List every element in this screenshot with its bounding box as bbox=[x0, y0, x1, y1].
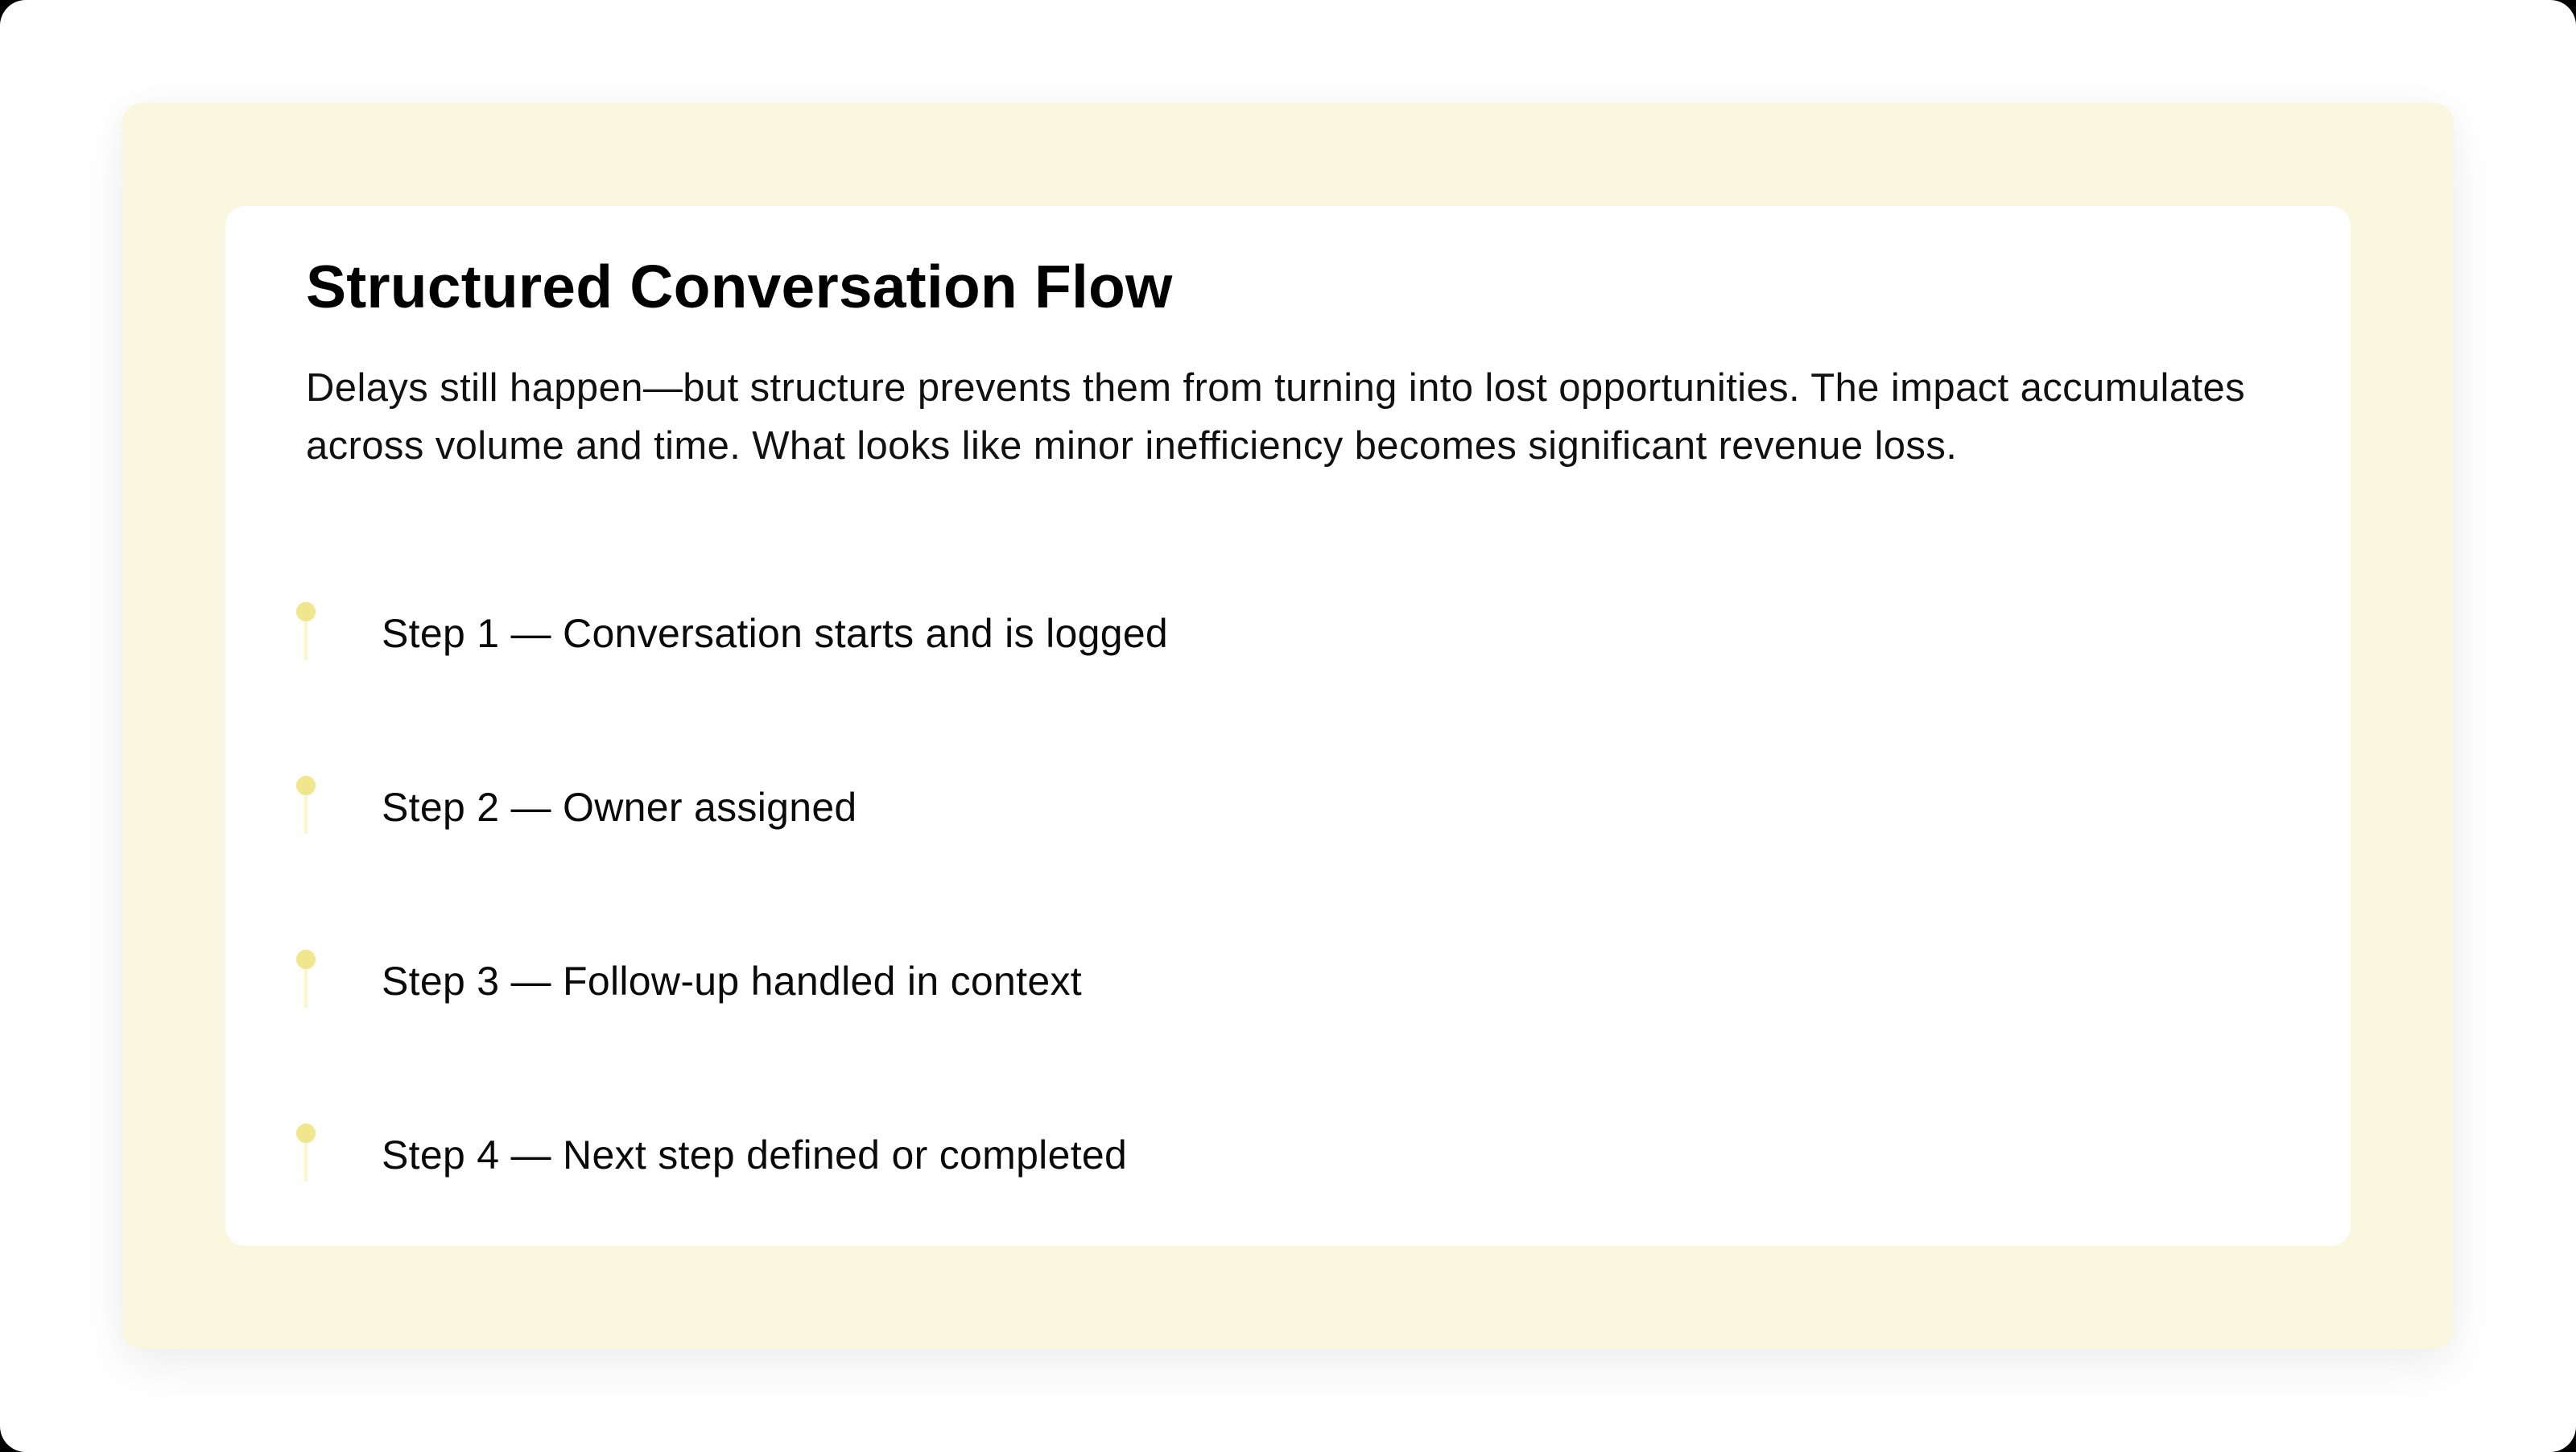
timeline-marker-icon bbox=[296, 776, 316, 834]
timeline-dot-icon bbox=[296, 602, 316, 621]
content-card bbox=[225, 206, 2351, 1246]
card-title: Structured Conversation Flow bbox=[306, 253, 1173, 320]
step-item-3 bbox=[225, 950, 2351, 1046]
timeline-marker-icon bbox=[296, 950, 316, 1008]
step-item-1 bbox=[225, 602, 2351, 699]
step-label: Step 4 — Next step defined or completed bbox=[382, 1132, 1128, 1178]
timeline-dot-icon bbox=[296, 776, 316, 795]
timeline-connector-line bbox=[304, 969, 308, 1008]
step-item-2 bbox=[225, 776, 2351, 872]
step-label: Step 1 — Conversation starts and is logged bbox=[382, 611, 1169, 656]
timeline-dot-icon bbox=[296, 950, 316, 969]
timeline-dot-icon bbox=[296, 1124, 316, 1143]
timeline-connector-line bbox=[304, 795, 308, 834]
step-label: Step 3 — Follow-up handled in context bbox=[382, 959, 1082, 1004]
timeline-connector-line bbox=[304, 1143, 308, 1182]
step-item-4 bbox=[225, 1124, 2351, 1220]
timeline-marker-icon bbox=[296, 602, 316, 660]
step-timeline bbox=[225, 206, 2351, 1246]
highlight-panel bbox=[122, 103, 2454, 1349]
timeline-connector-line bbox=[304, 621, 308, 660]
timeline-marker-icon bbox=[296, 1124, 316, 1182]
card-description: Delays still happen—but structure prevents them from turning into lost opportunities. The impact accumulates across volume and time. What looks like minor inefficiency becomes significant revenue loss. bbox=[306, 366, 2246, 468]
step-label: Step 2 — Owner assigned bbox=[382, 785, 857, 830]
